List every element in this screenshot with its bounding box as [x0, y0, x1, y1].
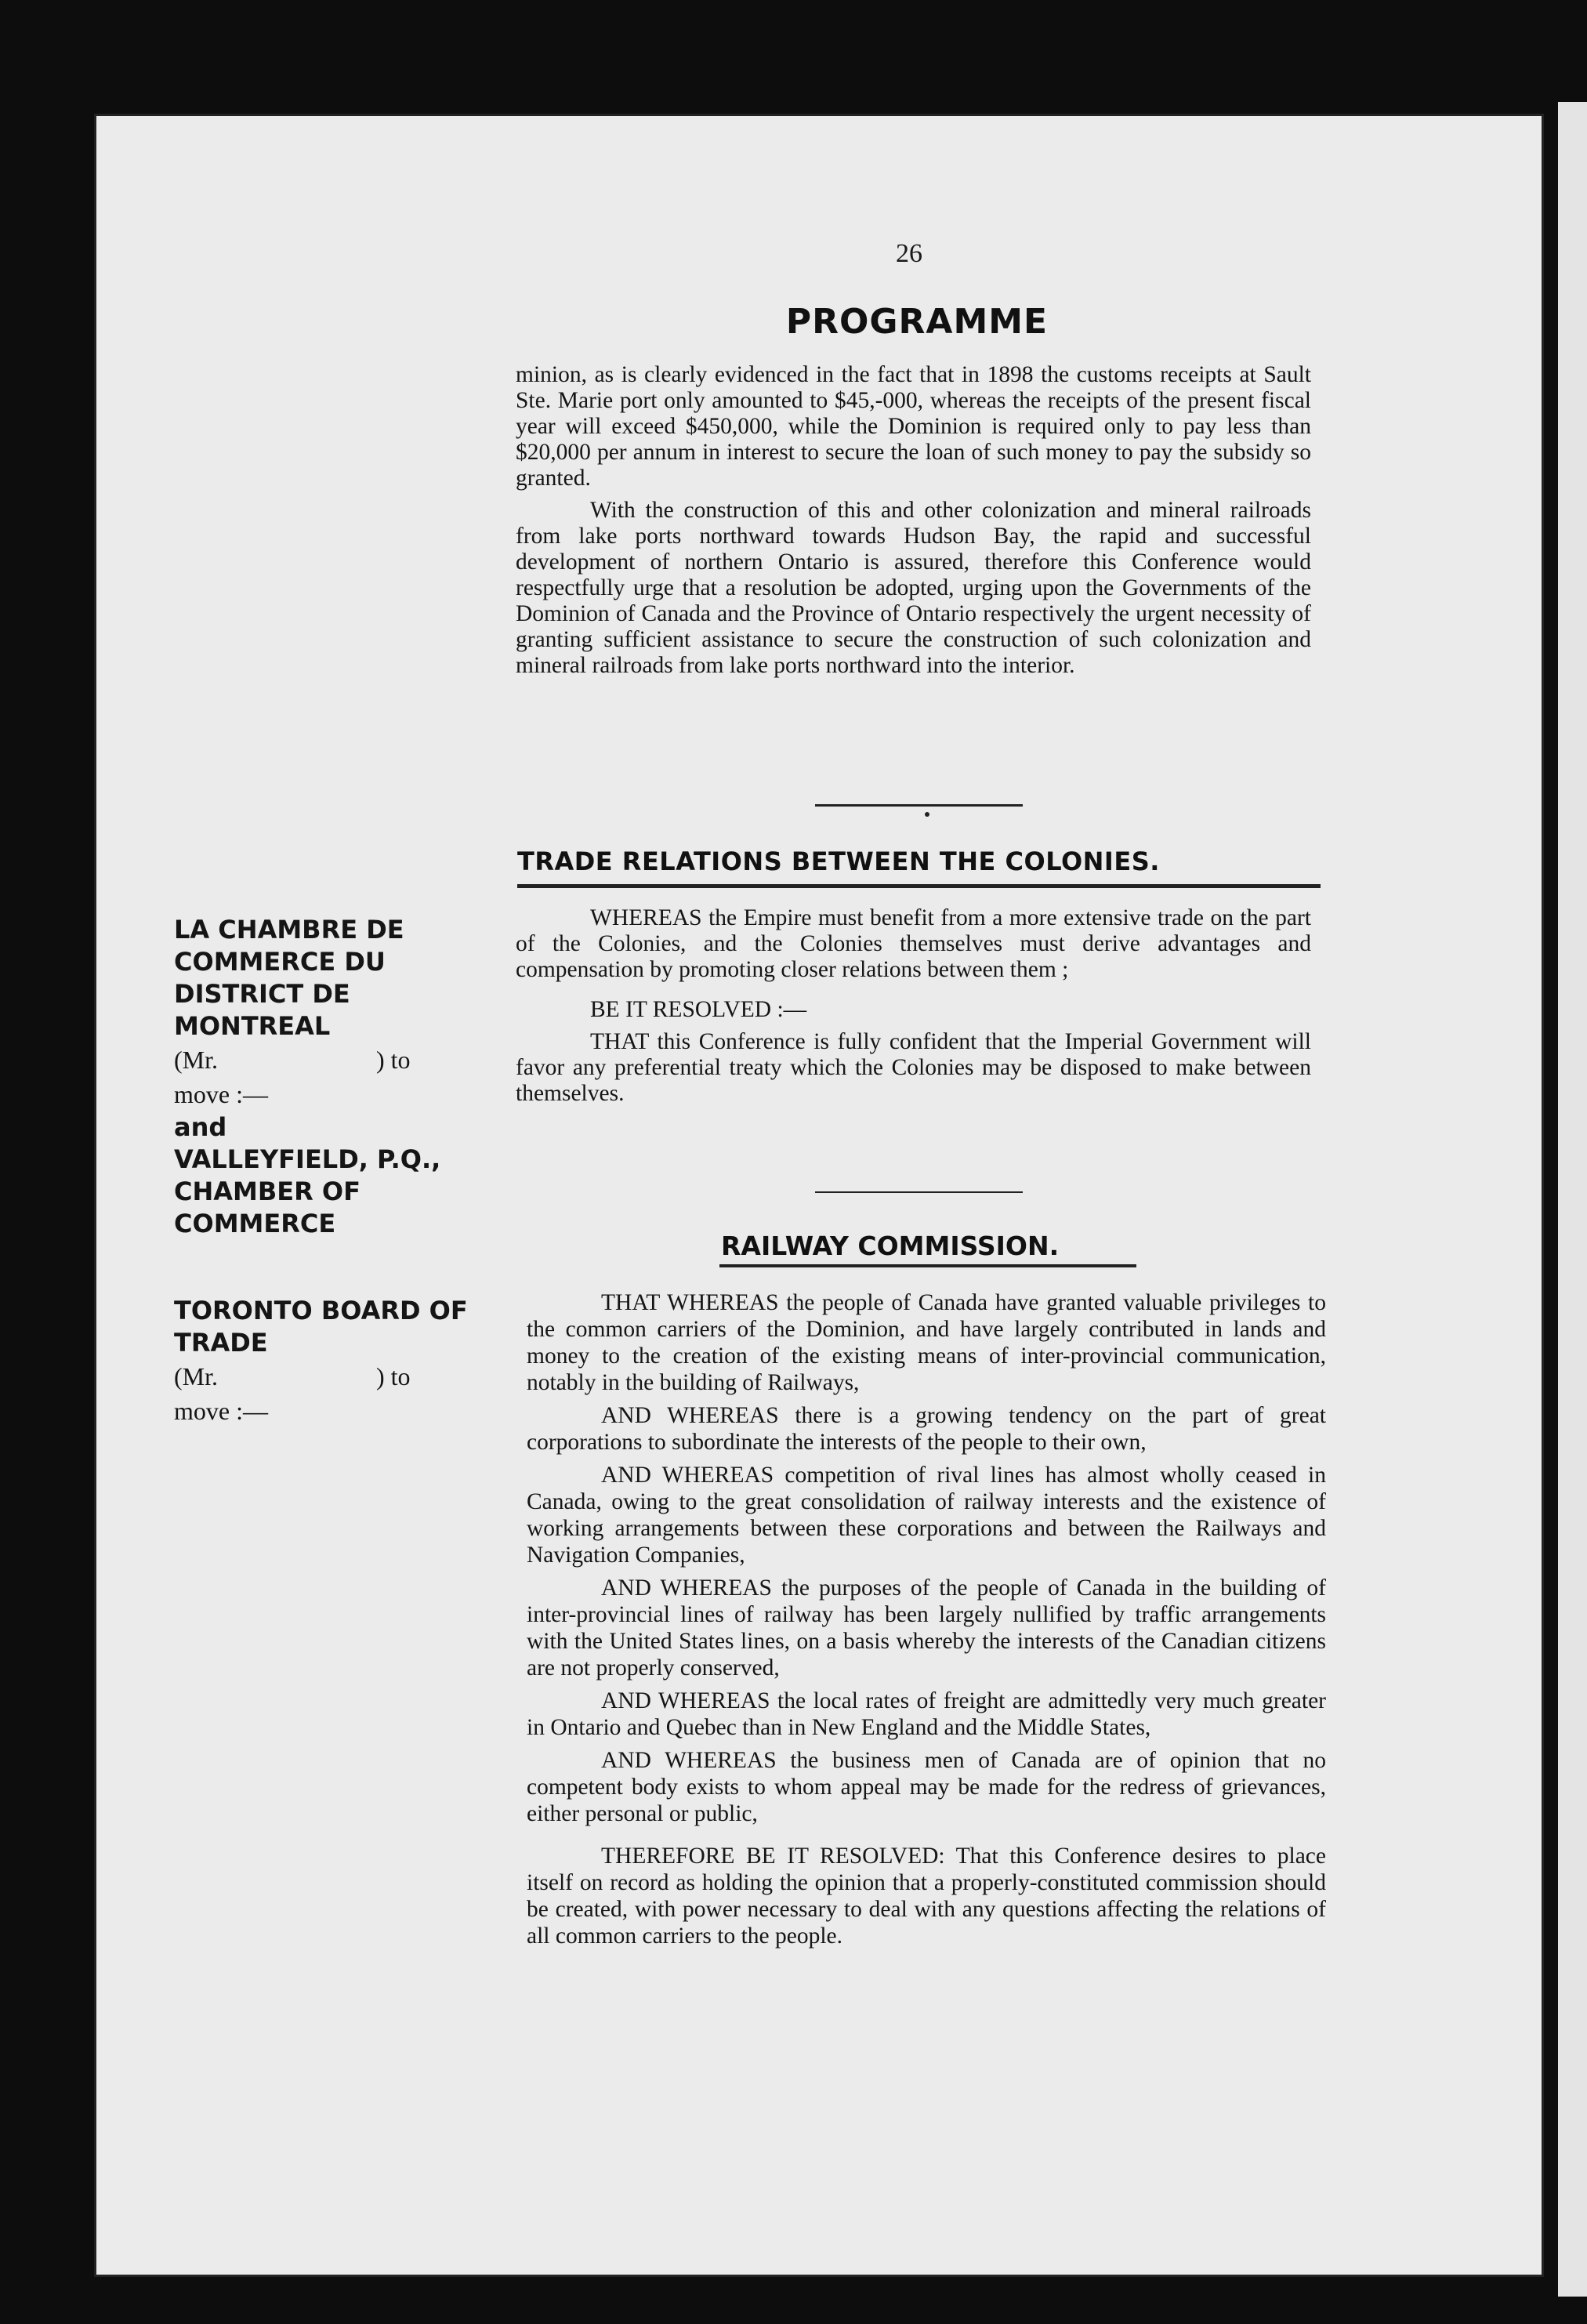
- mover-org-name: LA CHAMBRE DE: [174, 915, 404, 944]
- mover-and: and: [174, 1112, 227, 1142]
- section-divider: [815, 804, 1023, 807]
- trade-movers: [174, 914, 503, 1240]
- mover-org-name: TRADE: [174, 1328, 268, 1358]
- adjacent-page-edge: [1558, 102, 1587, 2297]
- mover-org-name: MONTREAL: [174, 1011, 331, 1041]
- divider-dot: [925, 812, 929, 817]
- mover-org-name: TORONTO BOARD OF: [174, 1296, 468, 1325]
- railway-paragraph: AND WHEREAS there is a growing tendency on the part of great corporations to subordinate the interests of the people to their own,: [527, 1403, 1326, 1455]
- mover-org-name: VALLEYFIELD, P.Q.,: [174, 1144, 441, 1174]
- mover-mr: (Mr.: [174, 1362, 218, 1390]
- railway-text: [527, 1289, 1326, 1956]
- railway-paragraph: AND WHEREAS the local rates of freight are admittedly very much greater in Ontario and Quebec than in New England and the Middle States,: [527, 1688, 1326, 1740]
- railway-paragraph: THEREFORE BE IT RESOLVED: That this Conference desires to place itself on record as holding the opinion that a properly-constituted commission should be created, with power necessary to deal with any questions affecting the relations of all common carriers to the people.: [527, 1844, 1326, 1949]
- railway-movers: [174, 1295, 503, 1428]
- trade-paragraph: THAT this Conference is fully confident that the Imperial Government will favor any preferential treaty which the Colonies may be disposed to make between themselves.: [516, 1029, 1311, 1106]
- mover-move: move :—: [174, 1080, 268, 1108]
- mover-to: ) to: [376, 1362, 411, 1390]
- page-number: 26: [896, 239, 922, 268]
- mover-mr: (Mr.: [174, 1046, 218, 1074]
- mover-org-name: DISTRICT DE: [174, 979, 350, 1009]
- mover-org-name: CHAMBER OF: [174, 1177, 361, 1206]
- trade-section-title: TRADE RELATIONS BETWEEN THE COLONIES.: [517, 847, 1160, 876]
- railway-section-title: RAILWAY COMMISSION.: [721, 1231, 1060, 1261]
- mover-name-line: [174, 1042, 503, 1077]
- intro-paragraph: minion, as is clearly evidenced in the fact that in 1898 the customs receipts at Sault Ste. Marie port only amounted to $45,-000, whereas the receipts of the present fiscal year will exceed $450,000, while the Dominion is required only to pay less than $20,000 per annum in interest to secure the loan of such money to pay the subsidy so granted.: [516, 362, 1311, 491]
- railway-paragraph: THAT WHEREAS the people of Canada have granted valuable privileges to the common carriers of the Dominion, and have largely contributed in lands and money to the creation of the existing means of inter-provincial communication, notably in the building of Railways,: [527, 1290, 1326, 1395]
- railway-paragraph: AND WHEREAS the business men of Canada are of opinion that no competent body exists to whom appeal may be made for the redress of grievances, either personal or public,: [527, 1748, 1326, 1826]
- page-heading: PROGRAMME: [785, 302, 1049, 342]
- mover-move: move :—: [174, 1397, 268, 1425]
- mover-org-name: COMMERCE DU: [174, 947, 386, 977]
- trade-text: [516, 905, 1311, 1113]
- railway-title-underline: [719, 1264, 1136, 1267]
- section-divider: [815, 1191, 1023, 1193]
- railway-paragraph: AND WHEREAS the purposes of the people of Canada in the building of inter-provincial lines of railway has been largely nullified by traffic arrangements with the United States lines, on a basis whereby the interests of the Canadian citizens are not properly conserved,: [527, 1575, 1326, 1680]
- trade-title-underline: [517, 884, 1321, 888]
- mover-name-line: [174, 1359, 503, 1394]
- intro-paragraph: With the construction of this and other colonization and mineral railroads from lake ports northward towards Hudson Bay, the rapid and successful development of northern Ontario is assured, therefore this Conference would respectfully urge that a resolution be adopted, urging upon the Governments of the Dominion of Canada and the Province of Ontario respectively the urgent necessity of granting sufficient assistance to secure the construction of such colonization and mineral railroads from lake ports northward into the interior.: [516, 498, 1311, 678]
- mover-org-name: COMMERCE: [174, 1209, 336, 1238]
- railway-paragraph: AND WHEREAS competition of rival lines has almost wholly ceased in Canada, owing to the great consolidation of railway interests and the existence of working arrangements between these corporations and between the Railways and Navigation Companies,: [527, 1463, 1326, 1568]
- trade-paragraph: BE IT RESOLVED :—: [590, 997, 807, 1022]
- mover-to: ) to: [376, 1046, 411, 1074]
- trade-paragraph: WHEREAS the Empire must benefit from a more extensive trade on the part of the Colonies, and the Colonies themselves must derive advantages and compensation by promoting closer relations between them ;: [516, 905, 1311, 982]
- intro-text: [516, 362, 1311, 685]
